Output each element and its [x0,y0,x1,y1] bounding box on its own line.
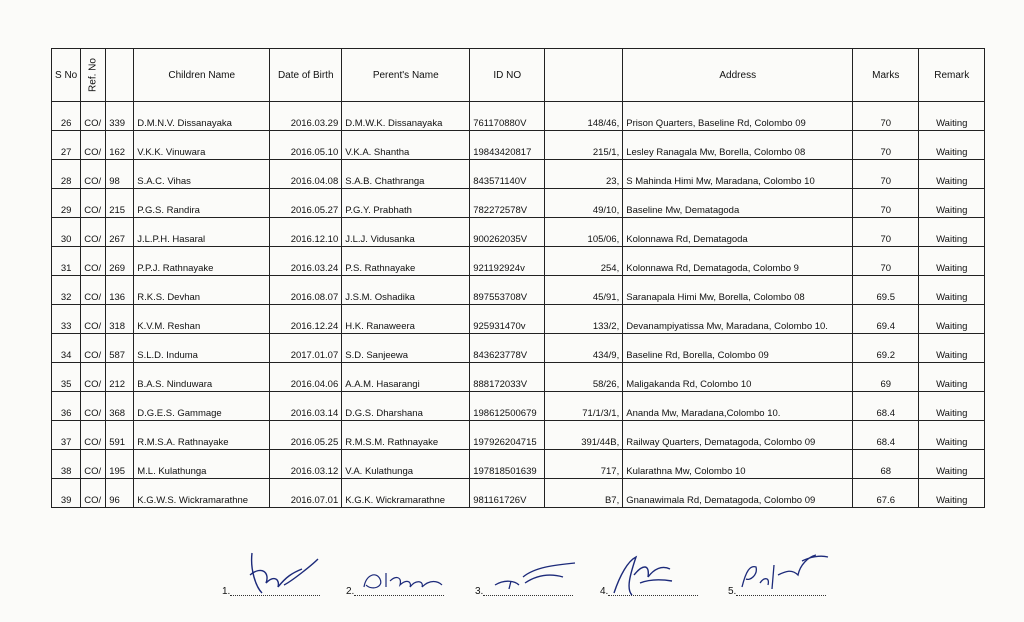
ref-number: 215 [106,189,134,218]
signature-5 [728,535,848,605]
address-number: 391/44B, [545,421,623,450]
remark: Waiting [919,131,985,160]
remark: Waiting [919,247,985,276]
ref-prefix: CO/ [81,450,106,479]
ref-prefix: CO/ [81,189,106,218]
id-number: 981161726V [470,479,545,508]
child-name: J.L.P.H. Hasaral [134,218,270,247]
table-row [52,363,985,392]
id-number: 843571140V [470,160,545,189]
id-number: 925931470v [470,305,545,334]
parent-name: S.A.B. Chathranga [342,160,470,189]
signature-number: 3. [475,586,484,597]
child-name: B.A.S. Ninduwara [134,363,270,392]
address-number: B7, [545,479,623,508]
date-of-birth: 2016.04.06 [270,363,342,392]
table-row [52,160,985,189]
ref-number: 267 [106,218,134,247]
remark: Waiting [919,363,985,392]
signature-4-image [600,535,720,605]
ref-prefix: CO/ [81,247,106,276]
marks: 70 [853,160,919,189]
ref-prefix: CO/ [81,160,106,189]
id-number: 782272578V [470,189,545,218]
ref-prefix: CO/ [81,131,106,160]
ref-number: 195 [106,450,134,479]
marks: 68 [853,450,919,479]
header-marks: Marks [853,49,919,102]
marks: 70 [853,131,919,160]
table-row [52,131,985,160]
row-sno: 37 [52,421,81,450]
address: Railway Quarters, Dematagoda, Colombo 09 [623,421,853,450]
child-name: S.A.C. Vihas [134,160,270,189]
address: Devanampiyatissa Mw, Maradana, Colombo 10. [623,305,853,334]
row-sno: 28 [52,160,81,189]
table-row [52,276,985,305]
id-number: 19843420817 [470,131,545,160]
id-number: 888172033V [470,363,545,392]
signature-number: 5. [728,586,737,597]
ref-number: 318 [106,305,134,334]
remark: Waiting [919,189,985,218]
row-sno: 36 [52,392,81,421]
marks: 69.2 [853,334,919,363]
header-dob: Date of Birth [270,49,342,102]
id-number: 843623778V [470,334,545,363]
marks: 70 [853,247,919,276]
ref-prefix: CO/ [81,363,106,392]
table-row [52,334,985,363]
ref-number: 339 [106,102,134,131]
child-name: M.L. Kulathunga [134,450,270,479]
address: Saranapala Himi Mw, Borella, Colombo 08 [623,276,853,305]
id-number: 900262035V [470,218,545,247]
table-row [52,218,985,247]
address-number: 49/10, [545,189,623,218]
row-sno: 32 [52,276,81,305]
child-name: P.P.J. Rathnayake [134,247,270,276]
table-row [52,421,985,450]
ref-number: 591 [106,421,134,450]
ref-number: 136 [106,276,134,305]
signature-number: 1. [222,586,231,597]
remark: Waiting [919,421,985,450]
marks: 69.5 [853,276,919,305]
marks: 68.4 [853,392,919,421]
ref-prefix: CO/ [81,305,106,334]
address-number: 434/9, [545,334,623,363]
child-name: V.K.K. Vinuwara [134,131,270,160]
signature-3-image [475,535,595,605]
row-sno: 26 [52,102,81,131]
date-of-birth: 2016.03.12 [270,450,342,479]
ref-prefix: CO/ [81,421,106,450]
ref-number: 587 [106,334,134,363]
parent-name: K.G.K. Wickramarathne [342,479,470,508]
remark: Waiting [919,102,985,131]
parent-name: J.L.J. Vidusanka [342,218,470,247]
address: Maligakanda Rd, Colombo 10 [623,363,853,392]
remark: Waiting [919,334,985,363]
header-parent: Perent's Name [342,49,470,102]
ref-prefix: CO/ [81,392,106,421]
id-number: 921192924v [470,247,545,276]
child-name: R.M.S.A. Rathnayake [134,421,270,450]
signature-1 [222,535,342,605]
id-number: 761170880V [470,102,545,131]
marks: 67.6 [853,479,919,508]
child-name: D.M.N.V. Dissanayaka [134,102,270,131]
header-ref [81,49,106,102]
header-blank [106,49,134,102]
parent-name: A.A.M. Hasarangi [342,363,470,392]
ref-number: 96 [106,479,134,508]
address-number: 215/1, [545,131,623,160]
remark: Waiting [919,305,985,334]
table-row [52,450,985,479]
date-of-birth: 2016.05.27 [270,189,342,218]
parent-name: P.G.Y. Prabhath [342,189,470,218]
table-row [52,102,985,131]
row-sno: 39 [52,479,81,508]
id-number: 198612500679 [470,392,545,421]
date-of-birth: 2016.05.25 [270,421,342,450]
ref-number: 269 [106,247,134,276]
id-number: 197926204715 [470,421,545,450]
id-number: 897553708V [470,276,545,305]
address: Gnanawimala Rd, Dematagoda, Colombo 09 [623,479,853,508]
header-ref-label: Ref. No [87,58,99,92]
address-number: 148/46, [545,102,623,131]
address-number: 58/26, [545,363,623,392]
table-row [52,247,985,276]
address-number: 133/2, [545,305,623,334]
parent-name: J.S.M. Oshadika [342,276,470,305]
marks: 70 [853,189,919,218]
address: Prison Quarters, Baseline Rd, Colombo 09 [623,102,853,131]
marks: 69 [853,363,919,392]
address: Kolonnawa Rd, Dematagoda [623,218,853,247]
parent-name: P.S. Rathnayake [342,247,470,276]
address: Ananda Mw, Maradana,Colombo 10. [623,392,853,421]
child-name: K.G.W.S. Wickramarathne [134,479,270,508]
child-name: R.K.S. Devhan [134,276,270,305]
parent-name: D.G.S. Dharshana [342,392,470,421]
address: S Mahinda Himi Mw, Maradana, Colombo 10 [623,160,853,189]
ref-number: 212 [106,363,134,392]
marks: 70 [853,102,919,131]
marks: 69.4 [853,305,919,334]
signature-2 [346,535,466,605]
ref-prefix: CO/ [81,334,106,363]
table-body [52,102,985,508]
ref-prefix: CO/ [81,479,106,508]
table-row [52,305,985,334]
marks: 68.4 [853,421,919,450]
remark: Waiting [919,450,985,479]
address: Kolonnawa Rd, Dematagoda, Colombo 9 [623,247,853,276]
ref-number: 368 [106,392,134,421]
header-address: Address [623,49,853,102]
address: Lesley Ranagala Mw, Borella, Colombo 08 [623,131,853,160]
address-number: 71/1/3/1, [545,392,623,421]
date-of-birth: 2016.05.10 [270,131,342,160]
ref-prefix: CO/ [81,102,106,131]
date-of-birth: 2017.01.07 [270,334,342,363]
row-sno: 34 [52,334,81,363]
date-of-birth: 2016.03.29 [270,102,342,131]
date-of-birth: 2016.12.24 [270,305,342,334]
remark: Waiting [919,218,985,247]
table-row [52,189,985,218]
child-name: K.V.M. Reshan [134,305,270,334]
row-sno: 35 [52,363,81,392]
ref-prefix: CO/ [81,218,106,247]
remark: Waiting [919,392,985,421]
header-row [52,49,985,102]
date-of-birth: 2016.08.07 [270,276,342,305]
ref-number: 162 [106,131,134,160]
date-of-birth: 2016.03.14 [270,392,342,421]
child-name: S.L.D. Induma [134,334,270,363]
address: Baseline Mw, Dematagoda [623,189,853,218]
date-of-birth: 2016.12.10 [270,218,342,247]
marks: 70 [853,218,919,247]
parent-name: D.M.W.K. Dissanayaka [342,102,470,131]
remark: Waiting [919,479,985,508]
header-name: Children Name [134,49,270,102]
remark: Waiting [919,160,985,189]
address-number: 23, [545,160,623,189]
signature-2-image [346,535,466,605]
date-of-birth: 2016.07.01 [270,479,342,508]
header-blank-2 [545,49,623,102]
row-sno: 31 [52,247,81,276]
address-number: 105/06, [545,218,623,247]
row-sno: 27 [52,131,81,160]
address-number: 45/91, [545,276,623,305]
date-of-birth: 2016.03.24 [270,247,342,276]
header-sno: S No [52,49,81,102]
row-sno: 38 [52,450,81,479]
address-number: 717, [545,450,623,479]
signature-3 [475,535,595,605]
signature-5-image [728,535,848,605]
parent-name: V.A. Kulathunga [342,450,470,479]
signature-number: 2. [346,586,355,597]
table-row [52,392,985,421]
child-name: P.G.S. Randira [134,189,270,218]
row-sno: 30 [52,218,81,247]
id-number: 197818501639 [470,450,545,479]
row-sno: 33 [52,305,81,334]
address: Kularathna Mw, Colombo 10 [623,450,853,479]
header-id: ID NO [470,49,545,102]
ref-prefix: CO/ [81,276,106,305]
parent-name: S.D. Sanjeewa [342,334,470,363]
parent-name: H.K. Ranaweera [342,305,470,334]
applicant-table [51,48,985,508]
table-row [52,479,985,508]
remark: Waiting [919,276,985,305]
parent-name: V.K.A. Shantha [342,131,470,160]
child-name: D.G.E.S. Gammage [134,392,270,421]
signature-4 [600,535,720,605]
address: Baseline Rd, Borella, Colombo 09 [623,334,853,363]
signature-area [0,535,1024,605]
header-remark: Remark [919,49,985,102]
parent-name: R.M.S.M. Rathnayake [342,421,470,450]
date-of-birth: 2016.04.08 [270,160,342,189]
address-number: 254, [545,247,623,276]
row-sno: 29 [52,189,81,218]
signature-number: 4. [600,586,609,597]
signature-1-image [222,535,342,605]
ref-number: 98 [106,160,134,189]
